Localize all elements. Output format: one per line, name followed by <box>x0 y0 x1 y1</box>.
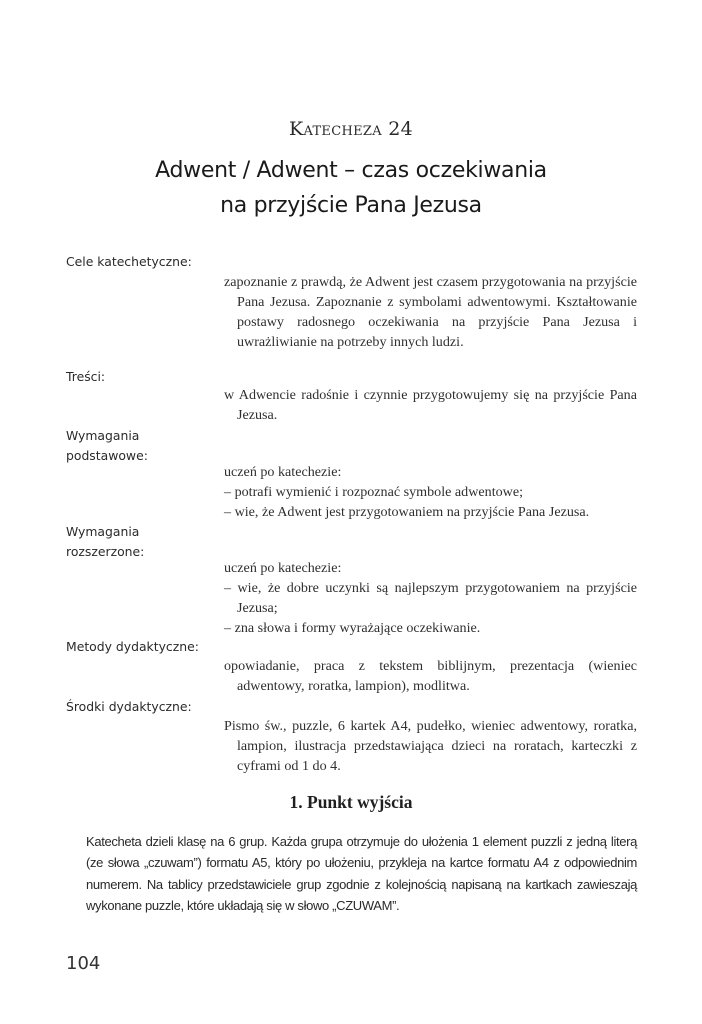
label-wym-rozsz-1: Wymagania <box>66 524 140 539</box>
content-tresci <box>224 385 637 425</box>
wym-podst-item: – wie, że Adwent jest przygotowaniem na przyjście Pana Jezusa. <box>224 504 590 520</box>
wym-rozsz-intro: uczeń po katechezie: <box>224 560 342 576</box>
section-body: Katecheta dzieli klasę na 6 grup. Każda grupa otrzymuje do ułożenia 1 element puzzli z jedną literą (ze słowa „czuwam”) formatu A5, który po ułożeniu, przykleja na kartce formatu A4 z odpowiednim numerem. Na tablicy przedstawiciele grup zgodnie z kolejnością napisaną na kartkach zawieszają wykonane puzzle, które układają się w słowo „CZUWAM”. <box>86 834 637 913</box>
title-line-1: Adwent / Adwent – czas oczekiwania <box>155 158 547 183</box>
section-heading: 1. Punkt wyjścia <box>289 792 413 812</box>
label-wym-rozsz <box>66 522 216 561</box>
label-wym-rozsz-2: rozszerzone: <box>66 543 145 559</box>
tresci-text: w Adwencie radośnie i czynnie przygotowujemy się na przyjście Pana Jezusa. <box>224 387 637 423</box>
label-wym-podst-1: Wymagania <box>66 428 140 443</box>
content-metody <box>224 656 637 696</box>
content-wym-rozsz <box>224 558 637 638</box>
label-cele: Cele katechetyczne: <box>66 254 192 269</box>
label-metody: Metody dydaktyczne: <box>66 639 199 654</box>
wym-rozsz-item: – wie, że dobre uczynki są najlepszym przygotowaniem na przyjście Jezusa; <box>224 580 637 616</box>
wym-rozsz-item: – zna słowa i formy wyrażające oczekiwanie. <box>224 620 481 636</box>
label-wym-podst-2: podstawowe: <box>66 447 148 463</box>
title-line-2: na przyjście Pana Jezusa <box>220 193 482 218</box>
wym-podst-intro: uczeń po katechezie: <box>224 464 342 480</box>
metody-text: opowiadanie, praca z tekstem biblijnym, prezentacja (wieniec adwentowy, roratka, lampion), modlitwa. <box>224 658 637 694</box>
wym-podst-item: – potrafi wymienić i rozpoznać symbole adwentowe; <box>224 484 524 500</box>
label-tresci: Treści: <box>66 369 106 384</box>
catechesis-number: Katecheza 24 <box>288 118 414 140</box>
cele-text: zapoznanie z prawdą, że Adwent jest czasem przygotowania na przyjście Pana Jezusa. Zapoznanie z symbolami adwentowymi. Kształtowanie postawy radosnego oczekiwania na przyjście Pana Jezusa i uwrażliwianie na potrzeby innych ludzi. <box>224 274 637 350</box>
label-wym-podst <box>66 426 216 465</box>
srodki-text: Pismo św., puzzle, 6 kartek A4, pudełko, wieniec adwentowy, roratka, lampion, ilustracja przedstawiająca dzieci na roratach, karteczki z cyframi od 1 do 4. <box>224 718 637 774</box>
label-srodki: Środki dydaktyczne: <box>66 699 192 714</box>
page-number: 104 <box>66 953 101 974</box>
content-cele <box>224 272 637 352</box>
content-srodki <box>224 716 637 776</box>
content-wym-podst <box>224 462 637 522</box>
